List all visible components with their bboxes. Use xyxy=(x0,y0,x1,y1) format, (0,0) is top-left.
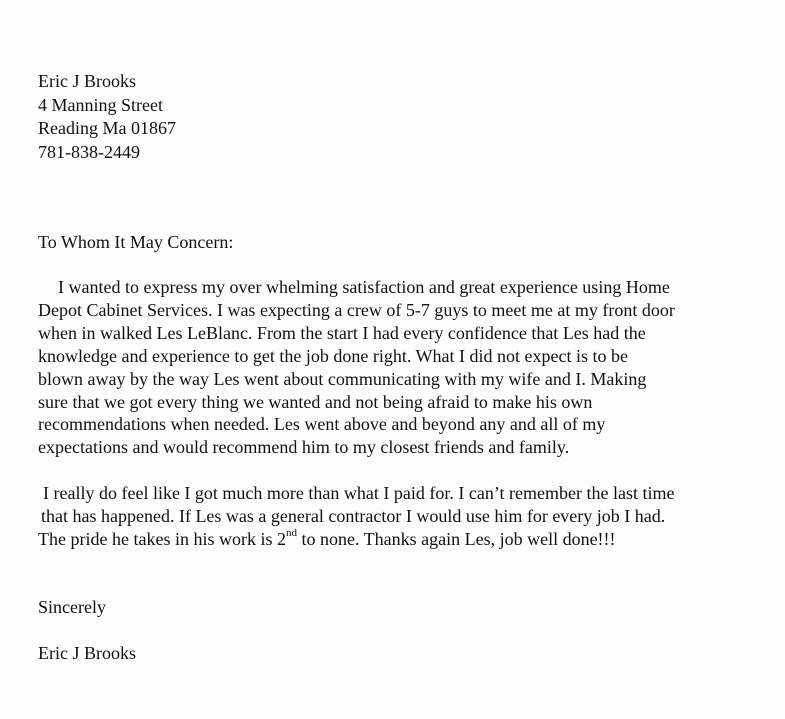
sender-name: Eric J Brooks xyxy=(38,71,136,91)
paragraph-line: sure that we got every thing we wanted and not being afraid to make his own xyxy=(38,391,593,412)
closing: Sincerely xyxy=(38,597,106,617)
paragraph-line: that has happened. If Les was a general contractor I would use him for every job I had. xyxy=(41,506,666,526)
line-text-before: The pride he takes in his work is 2 xyxy=(38,529,286,549)
salutation: To Whom It May Concern: xyxy=(38,232,234,252)
ordinal-superscript: nd xyxy=(285,527,297,539)
paragraph-line: knowledge and experience to get the job done right. What I did not expect is to be xyxy=(38,345,628,366)
body-paragraph-1 xyxy=(38,276,675,459)
paragraph-line: I really do feel like I got much more than what I paid for. I can’t remember the last time xyxy=(43,483,675,503)
paragraph-line: recommendations when needed. Les went above and beyond any and all of my xyxy=(38,414,606,435)
paragraph-line-with-superscript xyxy=(38,528,674,551)
body-paragraph-2 xyxy=(38,482,674,551)
paragraph-line: blown away by the way Les went about communicating with my wife and I. Making xyxy=(38,368,647,389)
sender-address-block xyxy=(38,70,176,164)
sender-street: 4 Manning Street xyxy=(38,94,163,115)
sender-city: Reading Ma 01867 xyxy=(38,118,176,138)
paragraph-line: I wanted to express my over whelming satisfaction and great experience using Home xyxy=(58,277,670,297)
sender-phone: 781-838-2449 xyxy=(38,141,140,162)
paragraph-line: Depot Cabinet Services. I was expecting a crew of 5-7 guys to meet me at my front door xyxy=(38,299,675,320)
paragraph-line: when in walked Les LeBlanc. From the start I had every confidence that Les had the xyxy=(38,322,646,343)
signature-name: Eric J Brooks xyxy=(38,643,136,663)
paragraph-line: expectations and would recommend him to my closest friends and family. xyxy=(38,437,570,458)
line-text-after: to none. Thanks again Les, job well done!!! xyxy=(296,529,616,549)
